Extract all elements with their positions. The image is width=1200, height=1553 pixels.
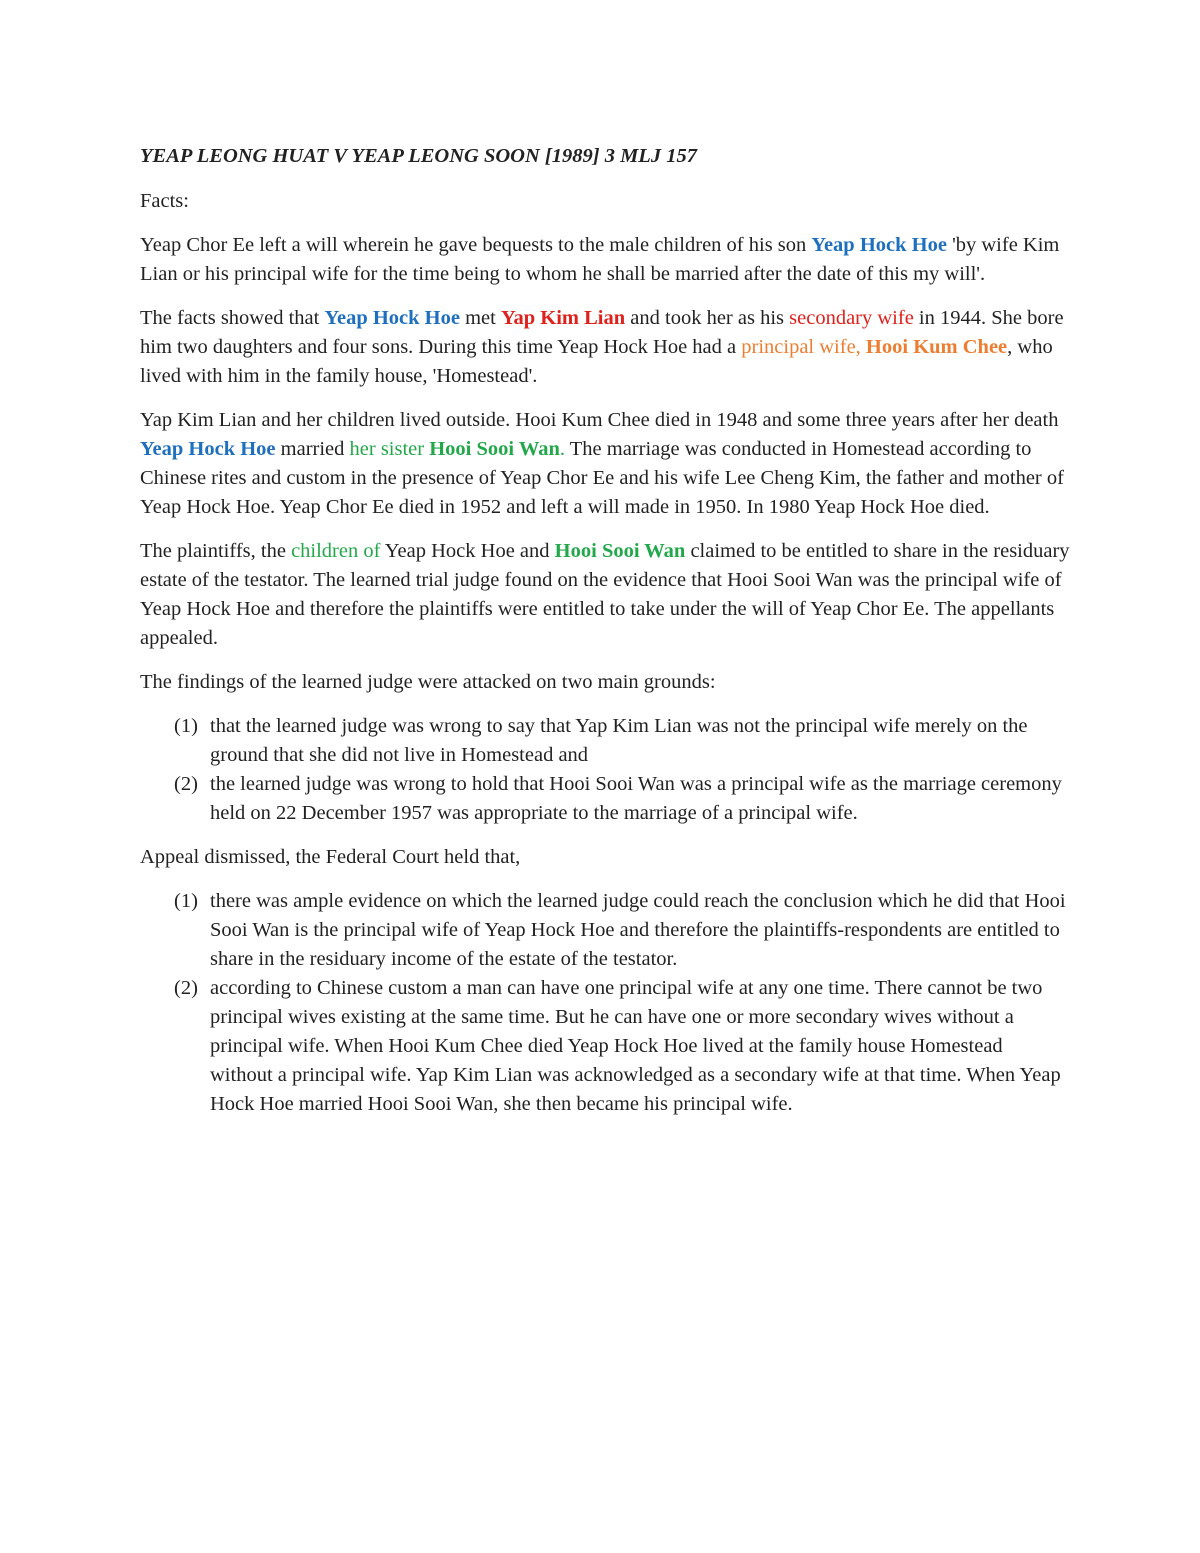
case-title: YEAP LEONG HUAT V YEAP LEONG SOON [1989] 3 MLJ 157 [140, 145, 697, 167]
text: The marriage was conducted in Homestead according to Chinese rites and custom in the presence of Yeap Chor Ee and his wife Lee Cheng Kim, the father and mother of Yeap Hock Hoe. Yeap Chor Ee died in 1952 and left a will made in 1950. In 1980 Yeap Hock Hoe died. [140, 438, 1064, 518]
list-text: the learned judge was wrong to hold that Hooi Sooi Wan was a principal wife as the marriage ceremony held on 22 December 1957 was appropriate to the marriage of a principal wife. [210, 773, 1062, 824]
paragraph-facts [140, 304, 1070, 391]
grounds-list [140, 712, 1070, 828]
text: in 1944. She bore him two daughters and four sons. During this time Yeap Hock Hoe had a [140, 307, 1064, 358]
text: met [459, 307, 501, 329]
name-yap-kim-lian: Yap Kim Lian [500, 307, 626, 329]
highlight-secondary-wife: secondary wife [789, 307, 914, 329]
list-text: that the learned judge was wrong to say that Yap Kim Lian was not the principal wife merely on the ground that she did not live in Homestead and [210, 715, 1028, 766]
name-yeap-hock-hoe: Yeap Hock Hoe [140, 438, 276, 460]
text: Yeap Chor Ee left a will wherein he gave bequests to the male children of his son [140, 234, 812, 256]
list-item [140, 974, 1070, 1119]
paragraph-grounds-intro: The findings of the learned judge were attacked on two main grounds: [140, 671, 716, 693]
text: and took her as his [625, 307, 790, 329]
text: married [275, 438, 350, 460]
text: Yeap Hock Hoe and [380, 540, 555, 562]
list-item [140, 770, 1070, 828]
holdings-list [140, 887, 1070, 1119]
text: Yap Kim Lian and her children lived outside. Hooi Kum Chee died in 1948 and some three years after her death [140, 409, 1059, 431]
list-text: according to Chinese custom a man can have one principal wife at any one time. There cannot be two principal wives existing at the same time. But he can have one or more secondary wives without a principal wife. When Hooi Kum Chee died Yeap Hock Hoe lived at the family house Homestead without a principal wife. Yap Kim Lian was acknowledged as a secondary wife at that time. When Yeap Hock Hoe married Hooi Sooi Wan, she then became his principal wife. [210, 977, 1061, 1115]
paragraph-holding-intro: Appeal dismissed, the Federal Court held that, [140, 846, 521, 868]
paragraph-plaintiffs [140, 537, 1070, 653]
list-number: (2) [174, 977, 198, 999]
facts-heading: Facts: [140, 190, 189, 212]
highlight-principal-wife: principal wife, [741, 336, 866, 358]
highlight-children-of: children of [291, 540, 381, 562]
name-hooi-sooi-wan: Hooi Sooi Wan [429, 438, 560, 460]
document-page [140, 142, 1070, 1134]
name-yeap-hock-hoe: Yeap Hock Hoe [811, 234, 947, 256]
name-hooi-kum-chee: Hooi Kum Chee [865, 336, 1008, 358]
highlight-her-sister: her sister [349, 438, 430, 460]
list-number: (1) [174, 715, 198, 737]
text: claimed to be entitled to share in the residuary estate of the testator. The learned trial judge found on the evidence that Hooi Sooi Wan was the principal wife of Yeap Hock Hoe and therefore the plaintiffs were entitled to take under the will of Yeap Chor Ee. The appellants appealed. [140, 540, 1070, 649]
paragraph-marriage [140, 406, 1070, 522]
name-hooi-sooi-wan: Hooi Sooi Wan [554, 540, 686, 562]
list-item [140, 887, 1070, 974]
list-item [140, 712, 1070, 770]
text: The facts showed that [140, 307, 325, 329]
highlight-period: . [559, 438, 565, 460]
list-number: (2) [174, 773, 198, 795]
list-text: there was ample evidence on which the learned judge could reach the conclusion which he did that Hooi Sooi Wan is the principal wife of Yeap Hock Hoe and therefore the plaintiffs-respondents are entitled to share in the residuary income of the estate of the testator. [210, 890, 1066, 970]
text: 'by wife Kim Lian or his principal wife for the time being to whom he shall be married after the date of this my will'. [140, 234, 1060, 285]
text: The plaintiffs, the [140, 540, 292, 562]
paragraph-will [140, 231, 1070, 289]
text: , who lived with him in the family house, 'Homestead'. [140, 336, 1053, 387]
list-number: (1) [174, 890, 198, 912]
name-yeap-hock-hoe: Yeap Hock Hoe [324, 307, 460, 329]
